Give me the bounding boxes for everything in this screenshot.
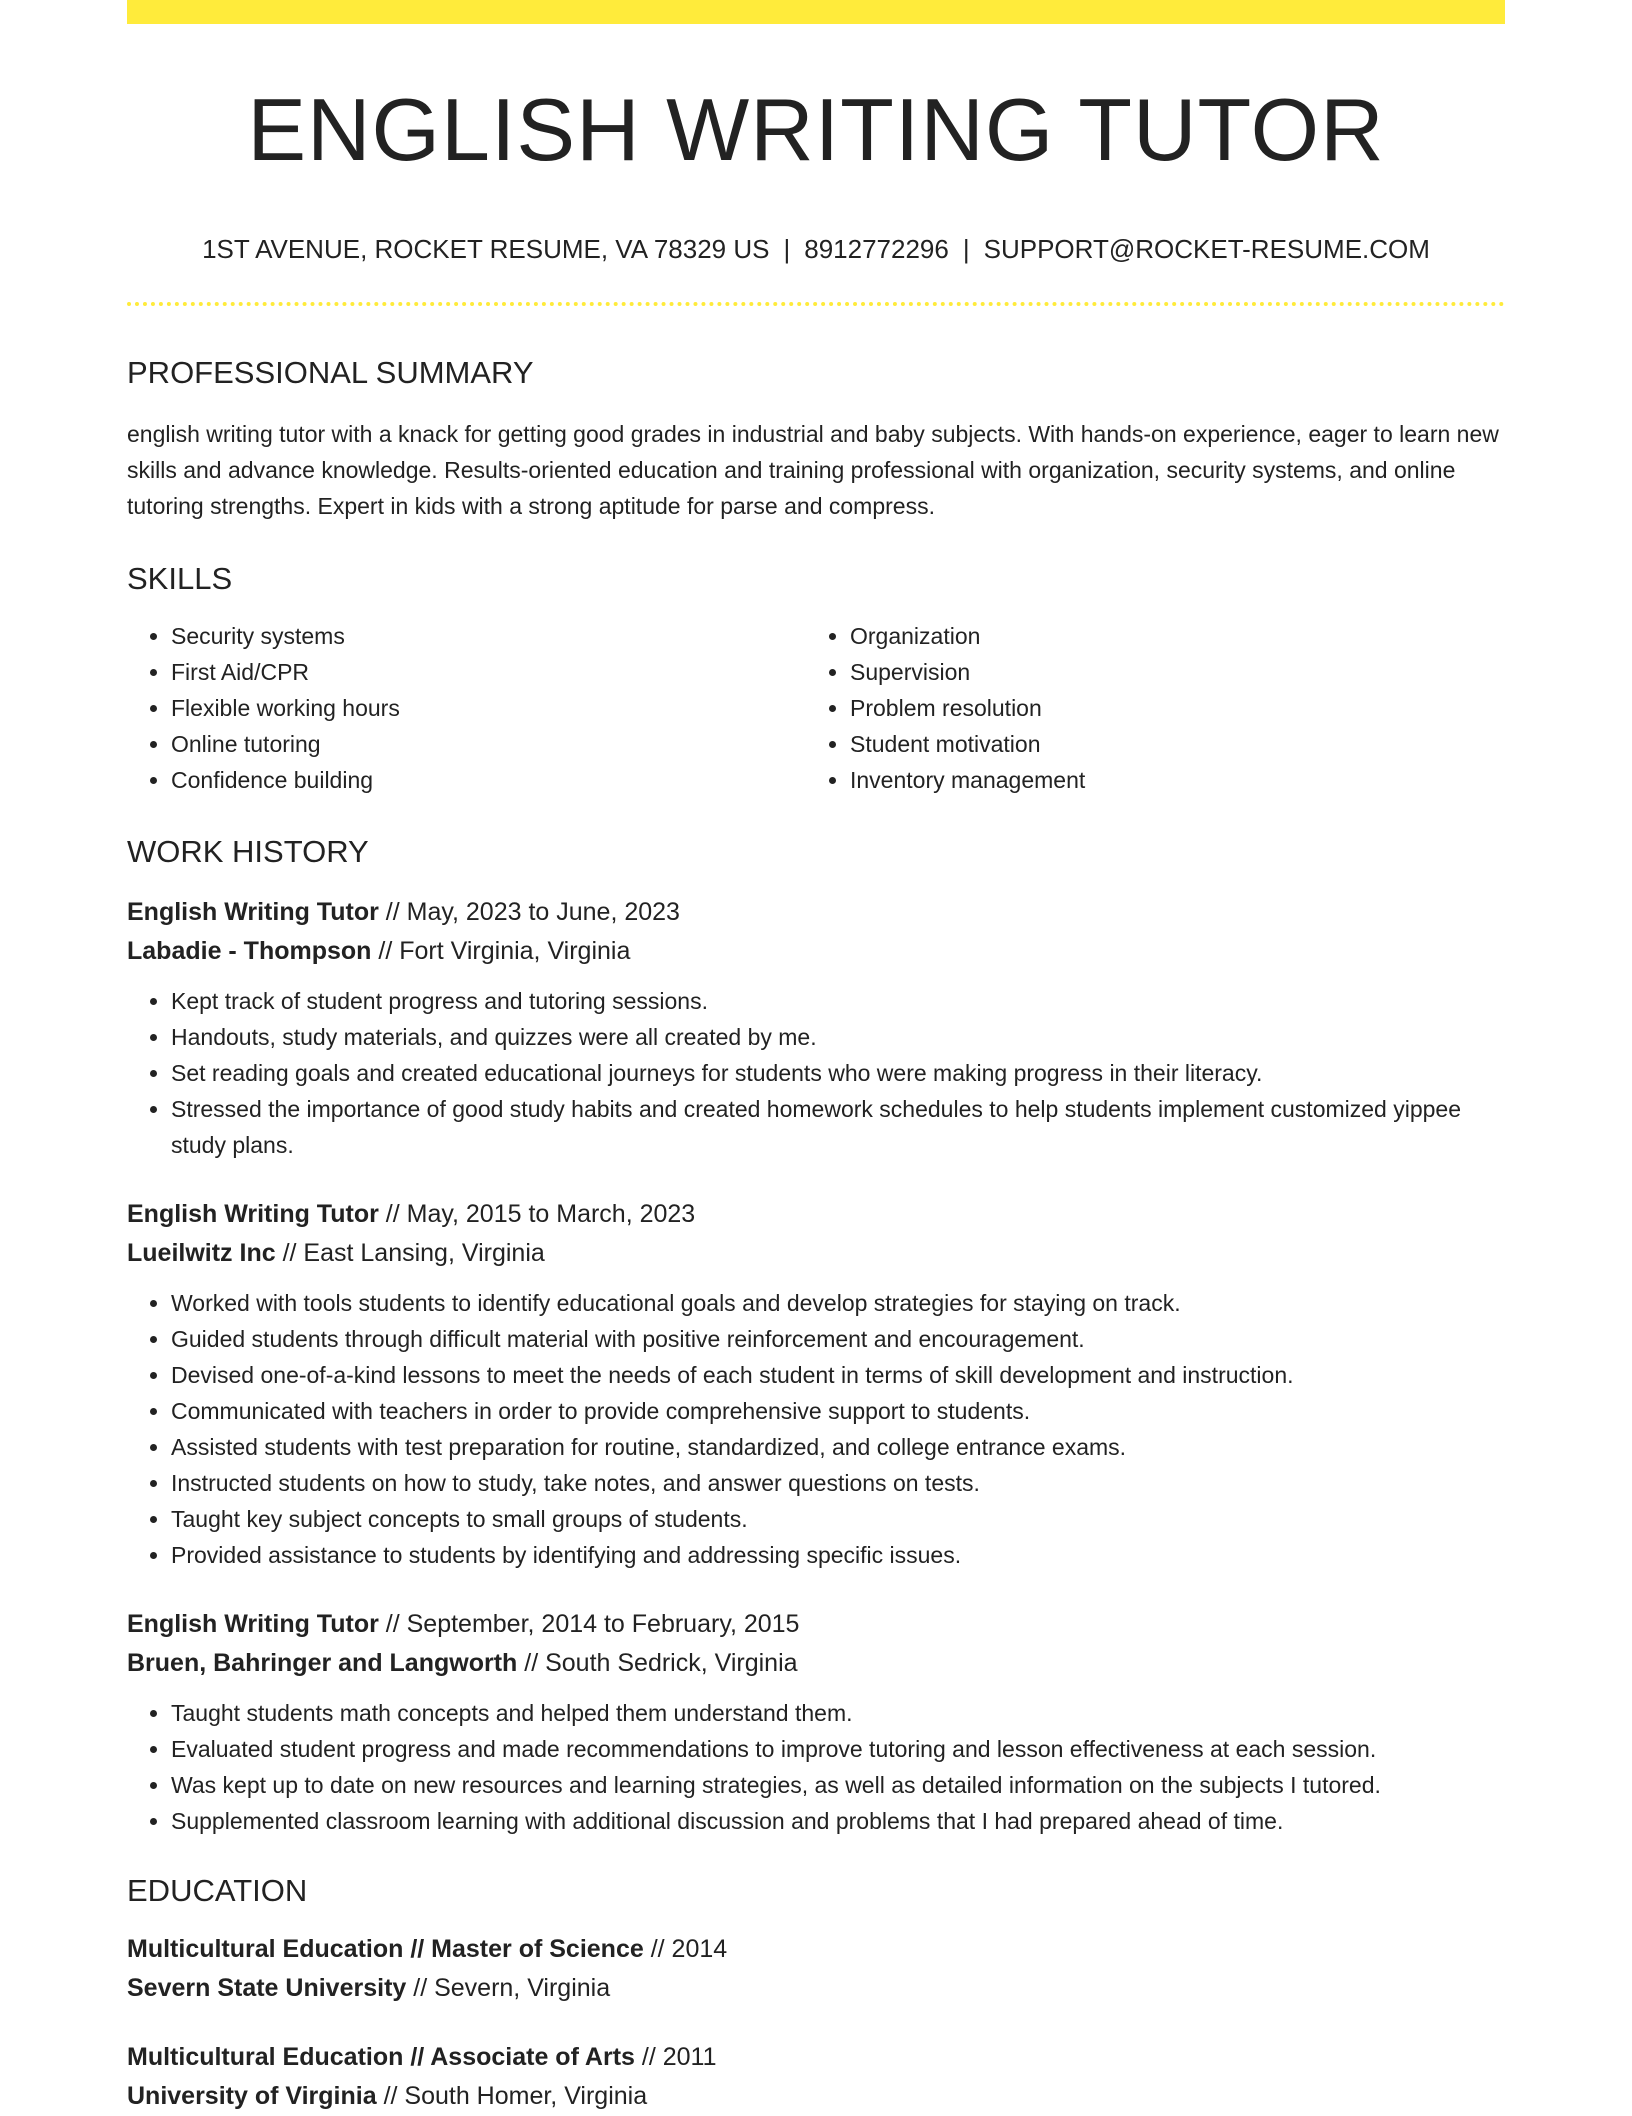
school: University of Virginia — [127, 2082, 377, 2110]
job-role-line — [127, 893, 1505, 932]
work-history-heading: WORK HISTORY — [127, 834, 369, 869]
job-bullet: • Guided students through difficult material with positive reinforcement and encouragement. — [171, 1321, 1505, 1357]
degree-line — [127, 1930, 1505, 1969]
job-bullet: • Stressed the importance of good study habits and created homework schedules to help students implement customized yippee study plans. — [171, 1091, 1505, 1163]
skill-item: • Confidence building — [171, 762, 806, 798]
job-company-line — [127, 1644, 1505, 1683]
resume-page — [127, 0, 1505, 2116]
education-entry — [127, 1930, 1505, 2008]
job-bullet: • Was kept up to date on new resources and learning strategies, as well as detailed information on the subjects I tutored. — [171, 1767, 1505, 1803]
job-bullet: • Kept track of student progress and tutoring sessions. — [171, 983, 1505, 1019]
job-dates: // September, 2014 to February, 2015 — [385, 1610, 800, 1638]
job-dates: // May, 2023 to June, 2023 — [385, 898, 680, 926]
skills-heading: SKILLS — [127, 561, 233, 596]
degree-year: // 2011 — [641, 2043, 717, 2071]
school-location: // South Homer, Virginia — [383, 2082, 648, 2110]
degree: Multicultural Education // Associate of Arts — [127, 2043, 635, 2071]
school-line — [127, 1969, 1505, 2008]
job-company-line — [127, 932, 1505, 971]
skill-item: • Online tutoring — [171, 726, 806, 762]
job-role: English Writing Tutor — [127, 898, 379, 926]
address: 1ST AVENUE, ROCKET RESUME, VA 78329 US — [202, 234, 770, 264]
contact-separator: | — [962, 234, 970, 264]
job-bullets — [127, 1695, 1505, 1839]
job-bullets — [127, 983, 1505, 1163]
skill-item: • Flexible working hours — [171, 690, 806, 726]
job-location: // Fort Virginia, Virginia — [378, 937, 631, 965]
dotted-divider — [127, 302, 1505, 306]
job-bullet: • Assisted students with test preparation for routine, standardized, and college entrance exams. — [171, 1429, 1505, 1465]
school-location: // Severn, Virginia — [413, 1974, 611, 2002]
skills-grid — [127, 618, 1505, 798]
job-company: Labadie - Thompson — [127, 937, 372, 965]
job-company: Bruen, Bahringer and Langworth — [127, 1649, 518, 1677]
education-entry — [127, 2038, 1505, 2116]
job-location: // East Lansing, Virginia — [282, 1239, 545, 1267]
job-bullet: • Provided assistance to students by identifying and addressing specific issues. — [171, 1537, 1505, 1573]
job-bullet: • Devised one-of-a-kind lessons to meet the needs of each student in terms of skill development and instruction. — [171, 1357, 1505, 1393]
contact-line — [127, 236, 1505, 262]
summary-heading: PROFESSIONAL SUMMARY — [127, 355, 534, 390]
degree: Multicultural Education // Master of Science — [127, 1935, 644, 1963]
job-entry — [127, 893, 1505, 1163]
job-role: English Writing Tutor — [127, 1200, 379, 1228]
job-bullet: • Taught key subject concepts to small groups of students. — [171, 1501, 1505, 1537]
job-bullet: • Set reading goals and created educational journeys for students who were making progress in their literacy. — [171, 1055, 1505, 1091]
skills-column-left — [127, 618, 806, 798]
job-company: Lueilwitz Inc — [127, 1239, 276, 1267]
education-heading: EDUCATION — [127, 1873, 308, 1908]
job-bullets — [127, 1285, 1505, 1573]
skill-item: • Organization — [850, 618, 1485, 654]
summary-text: english writing tutor with a knack for getting good grades in industrial and baby subjects. With hands-on experience, eager to learn new skills and advance knowledge. Results-oriented education and training professional with organization, security systems, and online tutoring strengths. Expert in kids with a strong aptitude for parse and compress. — [127, 421, 1499, 519]
job-bullet: • Handouts, study materials, and quizzes were all created by me. — [171, 1019, 1505, 1055]
job-entry — [127, 1605, 1505, 1839]
skill-item: • First Aid/CPR — [171, 654, 806, 690]
skills-column-right — [806, 618, 1485, 798]
top-accent-bar — [127, 0, 1505, 24]
job-bullet: • Instructed students on how to study, take notes, and answer questions on tests. — [171, 1465, 1505, 1501]
resume-title: ENGLISH WRITING TUTOR — [247, 80, 1385, 179]
job-bullet: • Communicated with teachers in order to provide comprehensive support to students. — [171, 1393, 1505, 1429]
degree-year: // 2014 — [650, 1935, 728, 1963]
skill-item: • Problem resolution — [850, 690, 1485, 726]
contact-separator: | — [783, 234, 791, 264]
job-bullet: • Supplemented classroom learning with additional discussion and problems that I had prepared ahead of time. — [171, 1803, 1505, 1839]
skill-item: • Security systems — [171, 618, 806, 654]
job-bullet: • Taught students math concepts and helped them understand them. — [171, 1695, 1505, 1731]
skill-item: • Inventory management — [850, 762, 1485, 798]
school-line — [127, 2077, 1505, 2116]
job-company-line — [127, 1234, 1505, 1273]
job-role-line — [127, 1195, 1505, 1234]
degree-line — [127, 2038, 1505, 2077]
job-dates: // May, 2015 to March, 2023 — [385, 1200, 696, 1228]
skill-item: • Supervision — [850, 654, 1485, 690]
job-location: // South Sedrick, Virginia — [524, 1649, 798, 1677]
email-link[interactable]: SUPPORT@ROCKET-RESUME.COM — [983, 234, 1430, 264]
job-role-line — [127, 1605, 1505, 1644]
job-entry — [127, 1195, 1505, 1573]
job-bullet: • Evaluated student progress and made recommendations to improve tutoring and lesson effectiveness at each session. — [171, 1731, 1505, 1767]
school: Severn State University — [127, 1974, 407, 2002]
skill-item: • Student motivation — [850, 726, 1485, 762]
phone: 8912772296 — [804, 234, 949, 264]
job-bullet: • Worked with tools students to identify educational goals and develop strategies for staying on track. — [171, 1285, 1505, 1321]
job-role: English Writing Tutor — [127, 1610, 379, 1638]
